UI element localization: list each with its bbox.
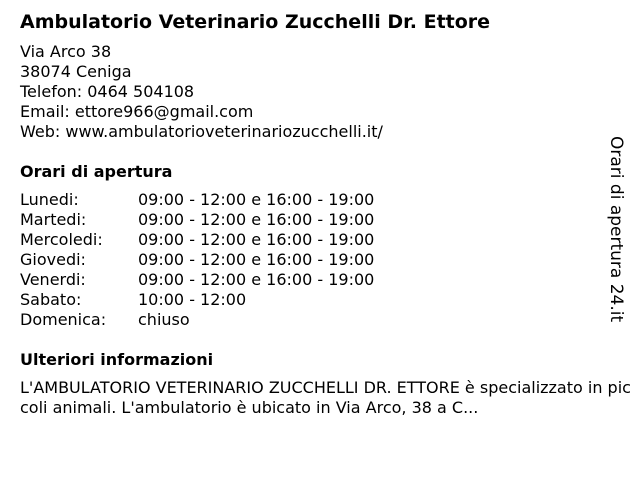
day-label: Lunedi:	[20, 190, 79, 209]
hours-row	[20, 310, 610, 330]
hours-row	[20, 230, 610, 250]
hours-row	[20, 250, 610, 270]
hours-table	[20, 190, 610, 330]
time-value: 09:00 - 12:00 e 16:00 - 19:00	[138, 250, 375, 269]
day-label: Domenica:	[20, 310, 107, 329]
day-label: Sabato:	[20, 290, 82, 309]
business-name: Ambulatorio Veterinario Zucchelli Dr. Ettore	[20, 11, 491, 33]
hours-title: Orari di apertura	[20, 162, 173, 181]
street: Via Arco 38	[20, 42, 112, 61]
hours-row	[20, 210, 610, 230]
hours-row	[20, 290, 610, 310]
info-description: L'AMBULATORIO VETERINARIO ZUCCHELLI DR. ETTORE è specializzato in piccoli animali. L'ambulatorio è ubicato in Via Arco, 38 a C...	[20, 378, 631, 417]
time-value: 10:00 - 12:00	[138, 290, 247, 309]
day-label: Venerdi:	[20, 270, 86, 289]
time-value: 09:00 - 12:00 e 16:00 - 19:00	[138, 190, 375, 209]
phone: Telefon: 0464 504108	[20, 82, 195, 101]
email: Email: ettore966@gmail.com	[20, 102, 254, 121]
time-value: 09:00 - 12:00 e 16:00 - 19:00	[138, 270, 375, 289]
website: Web: www.ambulatorioveterinariozucchelli.it/	[20, 122, 383, 141]
info-title: Ulteriori informazioni	[20, 350, 214, 369]
time-value: 09:00 - 12:00 e 16:00 - 19:00	[138, 230, 375, 249]
time-value: chiuso	[138, 310, 190, 329]
time-value: 09:00 - 12:00 e 16:00 - 19:00	[138, 210, 375, 229]
hours-row	[20, 270, 610, 290]
city: 38074 Ceniga	[20, 62, 132, 81]
address-block	[20, 42, 610, 142]
hours-row	[20, 190, 610, 210]
watermark-text: Orari di apertura 24.it	[606, 136, 626, 323]
day-label: Martedi:	[20, 210, 87, 229]
day-label: Mercoledi:	[20, 230, 103, 249]
day-label: Giovedi:	[20, 250, 86, 269]
